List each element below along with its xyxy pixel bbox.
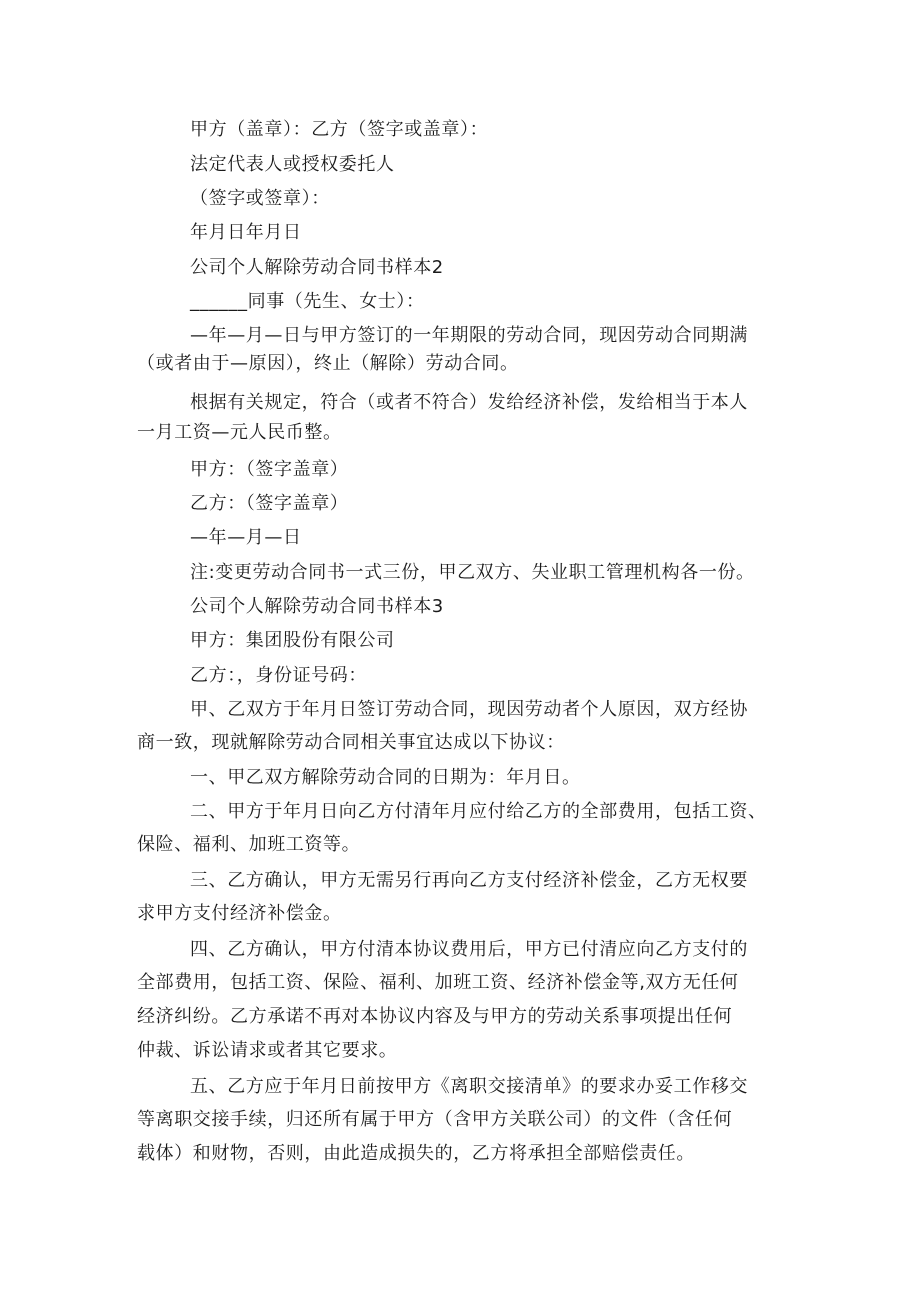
text-line: 甲方：（签字盖章） [190,459,349,480]
text-line: ______同事（先生、女士）： [190,291,425,312]
text-line: 年月日年月日 [190,222,302,243]
text-line: 一、甲乙双方解除劳动合同的日期为：年月日。 [190,767,581,788]
text-line: 注:变更劳动合同书一式三份，甲乙双方、失业职工管理机构各一份。 [190,562,755,583]
text-line: 甲方：集团股份有限公司 [190,630,395,651]
text-line: 乙方：（签字盖章） [190,493,349,514]
text-line: 根据有关规定，符合（或者不符合）发给经济补偿，发给相当于本人 [190,392,748,413]
text-line: 甲、乙双方于年月日签订劳动合同，现因劳动者个人原因，双方经协 [190,699,748,720]
text-line: 商一致，现就解除劳动合同相关事宜达成以下协议： [137,732,565,753]
text-line: 求甲方支付经济补偿金。 [137,903,342,924]
text-line: 仲裁、诉讼请求或者其它要求。 [137,1040,398,1061]
text-line: 等离职交接手续，归还所有属于甲方（含甲方关联公司）的文件（含任何 [137,1109,733,1130]
text-line: 一月工资—元人民币整。 [137,422,342,443]
text-line: 乙方：，身份证号码： [190,665,367,686]
text-line: 法定代表人或授权委托人 [190,154,395,175]
text-line: 三、乙方确认，甲方无需另行再向乙方支付经济补偿金，乙方无权要 [190,870,748,891]
text-line: （签字或签章）： [190,188,330,209]
text-line: 保险、福利、加班工资等。 [137,834,361,855]
text-line: —年—月—日与甲方签订的一年期限的劳动合同，现因劳动合同期满 [190,325,748,346]
text-line: —年—月—日 [190,527,302,548]
text-line: 甲方（盖章）：乙方（签字或盖章）： [190,119,489,140]
text-line: 全部费用，包括工资、保险、福利、加班工资、经济补偿金等,双方无任何 [137,972,739,993]
text-line: （或者由于—原因），终止（解除）劳动合同。 [137,353,519,374]
section-title: 公司个人解除劳动合同书样本3 [190,596,444,617]
text-line: 四、乙方确认，甲方付清本协议费用后，甲方已付清应向乙方支付的 [190,939,748,960]
text-line: 五、乙方应于年月日前按甲方《离职交接清单》的要求办妥工作移交 [190,1076,748,1097]
text-line: 经济纠纷。乙方承诺不再对本协议内容及与甲方的劳动关系事项提出任何 [137,1006,733,1027]
text-line: 二、甲方于年月日向乙方付清年月应付给乙方的全部费用，包括工资、 [190,801,767,822]
text-line: 载体）和财物，否则，由此造成损失的，乙方将承担全部赔偿责任。 [137,1143,695,1164]
section-title: 公司个人解除劳动合同书样本2 [190,257,444,278]
